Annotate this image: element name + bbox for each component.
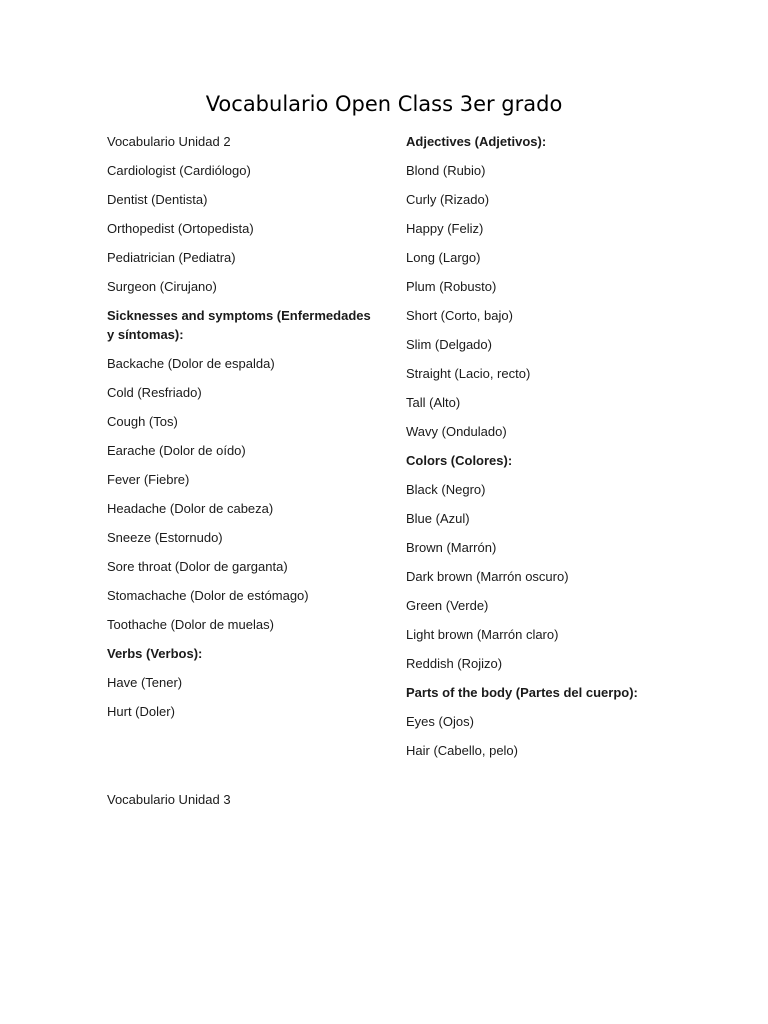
vocabulary-item: Earache (Dolor de oído) <box>107 443 246 458</box>
vocabulary-item: Dentist (Dentista) <box>107 192 208 207</box>
vocabulary-item: Wavy (Ondulado) <box>406 424 507 439</box>
vocabulary-item: Sneeze (Estornudo) <box>107 530 223 545</box>
vocabulary-item: Cardiologist (Cardiólogo) <box>107 163 251 178</box>
vocabulary-item: Have (Tener) <box>107 675 183 690</box>
vocabulary-item: Headache (Dolor de cabeza) <box>107 501 274 516</box>
vocabulary-item: Straight (Lacio, recto) <box>406 366 531 381</box>
section-heading: Adjectives (Adjetivos): <box>406 134 547 149</box>
vocabulary-item: Vocabulario Unidad 2 <box>107 134 231 149</box>
section-heading: Verbs (Verbos): <box>107 646 203 661</box>
vocabulary-item: Surgeon (Cirujano) <box>107 279 217 294</box>
vocabulary-item: Happy (Feliz) <box>406 221 484 236</box>
unit-3-label: Vocabulario Unidad 3 <box>107 792 231 807</box>
left-vocabulary-column <box>107 132 377 731</box>
vocabulary-item: Hurt (Doler) <box>107 704 175 719</box>
vocabulary-item: Tall (Alto) <box>406 395 461 410</box>
right-vocabulary-column <box>406 132 666 770</box>
vocabulary-item: Slim (Delgado) <box>406 337 492 352</box>
section-heading: Parts of the body (Partes del cuerpo): <box>406 685 638 700</box>
vocabulary-item: Curly (Rizado) <box>406 192 490 207</box>
vocabulary-item: Cold (Resfriado) <box>107 385 202 400</box>
vocabulary-item: Toothache (Dolor de muelas) <box>107 617 274 632</box>
vocabulary-item: Light brown (Marrón claro) <box>406 627 559 642</box>
vocabulary-item: Dark brown (Marrón oscuro) <box>406 569 569 584</box>
vocabulary-item: Pediatrician (Pediatra) <box>107 250 236 265</box>
vocabulary-item: Plum (Robusto) <box>406 279 497 294</box>
vocabulary-item: Short (Corto, bajo) <box>406 308 513 323</box>
vocabulary-item: Backache (Dolor de espalda) <box>107 356 275 371</box>
section-heading: Sicknesses and symptoms (Enfermedades y síntomas): <box>107 308 371 342</box>
page-title: Vocabulario Open Class 3er grado <box>205 92 563 116</box>
vocabulary-item: Sore throat (Dolor de garganta) <box>107 559 288 574</box>
vocabulary-item: Orthopedist (Ortopedista) <box>107 221 254 236</box>
vocabulary-item: Brown (Marrón) <box>406 540 497 555</box>
vocabulary-item: Long (Largo) <box>406 250 481 265</box>
section-heading: Colors (Colores): <box>406 453 513 468</box>
vocabulary-item: Reddish (Rojizo) <box>406 656 503 671</box>
vocabulary-item: Stomachache (Dolor de estómago) <box>107 588 309 603</box>
vocabulary-item: Cough (Tos) <box>107 414 178 429</box>
vocabulary-item: Black (Negro) <box>406 482 486 497</box>
vocabulary-item: Hair (Cabello, pelo) <box>406 743 518 758</box>
vocabulary-item: Fever (Fiebre) <box>107 472 190 487</box>
vocabulary-item: Blond (Rubio) <box>406 163 486 178</box>
vocabulary-item: Eyes (Ojos) <box>406 714 474 729</box>
vocabulary-item: Green (Verde) <box>406 598 489 613</box>
vocabulary-item: Blue (Azul) <box>406 511 470 526</box>
